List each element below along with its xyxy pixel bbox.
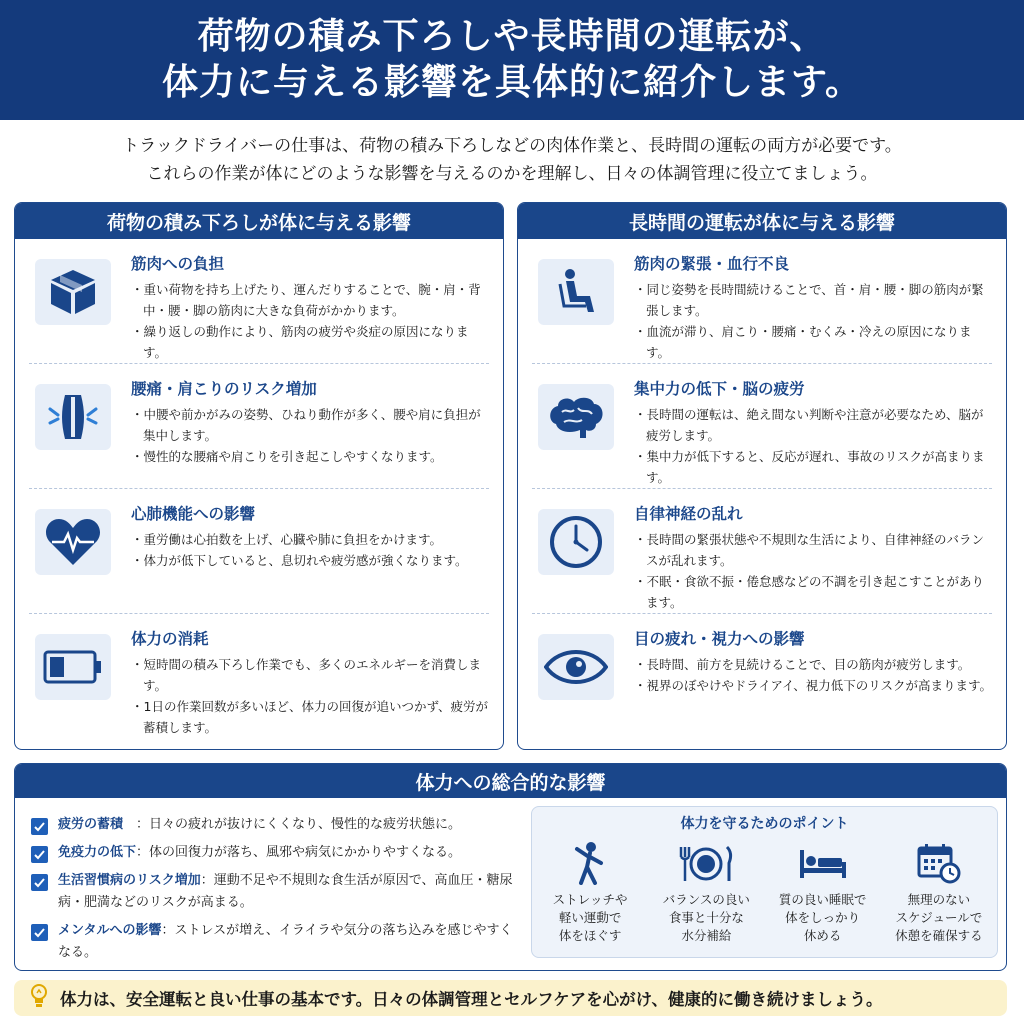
list-item [29, 489, 489, 614]
footer-message [14, 980, 1007, 1016]
tip-label-line: バランスの良い [662, 892, 750, 907]
intro-line2: これらの作業が体にどのような影響を与えるのかを理解し、日々の体調管理に役立てましょう。 [146, 164, 878, 184]
back-pain-icon [35, 384, 111, 450]
seated-person-icon [538, 259, 614, 325]
item-title: 筋肉の緊張・血行不良 [634, 255, 790, 273]
item-title: 体力の消耗 [131, 630, 209, 648]
item-bullet: ・視界のぼやけやドライアイ、視力低下のリスクが高まります。 [634, 678, 993, 693]
list-item [532, 489, 992, 614]
check-icon [31, 924, 48, 941]
checklist-key: 免疫力の低下 [58, 845, 137, 860]
item-bullet: ・重い荷物を持ち上げたり、運んだりすることで、腕・肩・背中・腰・脚の筋肉に大きな負荷がかかります。 [131, 282, 481, 318]
tip-label-line: 休憩を確保する [895, 928, 983, 943]
list-item [532, 239, 992, 364]
checklist-item [31, 870, 521, 914]
tip-label-line: スケジュールで [895, 910, 983, 925]
tip-label-line: 食事と十分な [668, 910, 744, 925]
header-title-line1: 荷物の積み下ろしや長時間の運転が、 [197, 16, 827, 57]
item-bullet: ・同じ姿勢を長時間続けることで、首・肩・腰・脚の筋肉が緊張します。 [634, 282, 984, 318]
header-title-line2: 体力に与える影響を具体的に紹介します。 [161, 62, 863, 103]
item-bullet: ・不眠・食欲不振・倦怠感などの不調を引き起こすことがあります。 [634, 574, 985, 610]
item-bullet: ・長時間、前方を見続けることで、目の筋肉が疲労します。 [634, 657, 971, 672]
tip-item [768, 839, 878, 945]
check-icon [31, 818, 48, 835]
list-item [532, 364, 992, 489]
checklist-item [31, 920, 521, 964]
item-title: 心肺機能への影響 [131, 505, 256, 523]
check-icon [31, 846, 48, 863]
tip-item [535, 839, 645, 945]
list-item [29, 239, 489, 364]
tips-title: 体力を守るためのポイント [680, 816, 849, 832]
tip-label-line: 質の良い睡眠で [778, 892, 867, 907]
health-tips-box [531, 806, 998, 958]
item-bullet: ・重労働は心拍数を上げ、心臓や肺に負担をかけます。 [131, 532, 443, 547]
item-bullet: ・短時間の積み下ろし作業でも、多くのエネルギーを消費します。 [131, 657, 482, 693]
checklist-item [31, 814, 521, 836]
checklist-key: メンタルへの影響 [58, 923, 162, 938]
header-banner [0, 0, 1024, 120]
bed-icon [768, 839, 878, 887]
tip-label-line: 無理のない [907, 892, 971, 907]
item-bullet: ・体力が低下していると、息切れや疲労感が強くなります。 [131, 553, 468, 568]
panel-title: 長時間の運転が体に与える影響 [518, 203, 1006, 239]
item-bullet: ・中腰や前かがみの姿勢、ひねり動作が多く、腰や肩に負担が集中します。 [131, 407, 481, 443]
loading-effects-panel [14, 202, 504, 750]
box-icon [35, 259, 111, 325]
meal-icon [651, 839, 761, 887]
footer-text: 体力は、安全運転と良い仕事の基本です。日々の体調管理とセルフケアを心がけ、健康的に働き続けましょう。 [60, 990, 883, 1009]
tip-label-line: 体をしっかり [785, 910, 861, 925]
checklist-text: ：運動不足や不規則な食生活が原因で、高血圧・糖尿病・肥満などのリスクが高まる。 [58, 873, 513, 910]
checklist-text: ：日々の疲れが抜けにくくなり、慢性的な疲労状態に。 [123, 817, 462, 832]
tip-label-line: ストレッチや [552, 892, 628, 907]
tip-label-line: 水分補給 [681, 928, 732, 943]
brain-icon [538, 384, 614, 450]
battery-icon [35, 634, 111, 700]
list-item [532, 614, 992, 739]
intro-text [0, 132, 1024, 188]
effects-checklist [31, 814, 521, 970]
item-title: 目の疲れ・視力への影響 [634, 630, 805, 648]
heart-icon [35, 509, 111, 575]
checklist-item [31, 842, 521, 864]
item-title: 自律神経の乱れ [634, 505, 743, 523]
item-title: 腰痛・肩こりのリスク増加 [131, 380, 317, 398]
panel-title: 体力への総合的な影響 [15, 764, 1006, 798]
lightbulb-icon [28, 983, 50, 1013]
checklist-key: 生活習慣病のリスク増加 [58, 873, 201, 888]
item-bullet: ・慢性的な腰痛や肩こりを引き起こしやすくなります。 [131, 449, 443, 464]
overall-effects-panel [14, 763, 1007, 971]
checklist-text: ：体の回復力が落ち、風邪や病気にかかりやすくなる。 [136, 845, 462, 860]
item-bullet: ・繰り返しの動作により、筋肉の疲労や炎症の原因になります。 [131, 324, 469, 360]
panel-title: 荷物の積み下ろしが体に与える影響 [15, 203, 503, 239]
tip-item [884, 839, 994, 945]
intro-line1: トラックドライバーの仕事は、荷物の積み下ろしなどの肉体作業と、長時間の運転の両方が必要です。 [122, 136, 902, 156]
eye-icon [538, 634, 614, 700]
stretching-person-icon [535, 839, 645, 887]
list-item [29, 614, 489, 739]
item-bullet: ・集中力が低下すると、反応が遅れ、事故のリスクが高まります。 [634, 449, 985, 485]
item-bullet: ・長時間の運転は、絶え間ない判断や注意が必要なため、脳が疲労します。 [634, 407, 984, 443]
item-title: 筋肉への負担 [131, 255, 225, 273]
item-title: 集中力の低下・脳の疲労 [634, 380, 805, 398]
tip-label-line: 体をほぐす [558, 928, 622, 943]
item-bullet: ・1日の作業回数が多いほど、体力の回復が追いつかず、疲労が蓄積します。 [131, 699, 488, 735]
clock-icon [538, 509, 614, 575]
checklist-text: ：ストレスが増え、イライラや気分の落ち込みを感じやすくなる。 [58, 923, 513, 960]
tip-label-line: 休める [803, 928, 842, 943]
item-bullet: ・血流が滞り、肩こり・腰痛・むくみ・冷えの原因になります。 [634, 324, 972, 360]
list-item [29, 364, 489, 489]
tip-item [651, 839, 761, 945]
calendar-clock-icon [884, 839, 994, 887]
tip-label-line: 軽い運動で [558, 910, 622, 925]
item-bullet: ・長時間の緊張状態や不規則な生活により、自律神経のバランスが乱れます。 [634, 532, 985, 568]
checklist-key: 疲労の蓄積 [58, 817, 124, 832]
check-icon [31, 874, 48, 891]
driving-effects-panel [517, 202, 1007, 750]
